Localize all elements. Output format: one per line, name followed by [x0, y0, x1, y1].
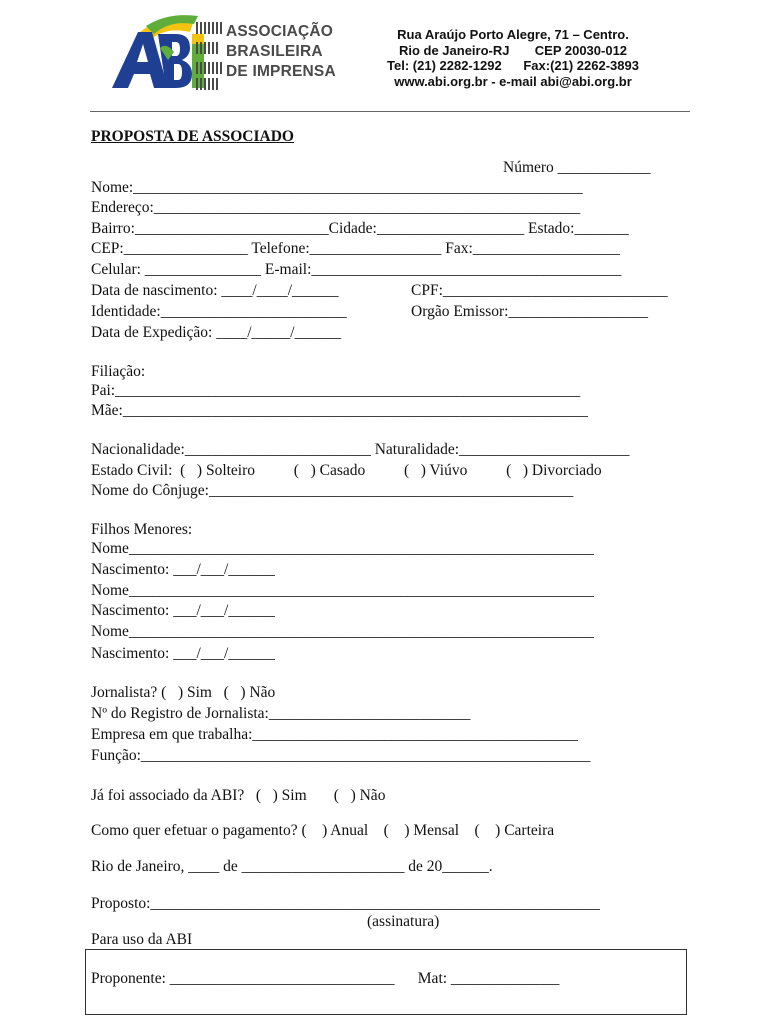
funcao-field[interactable]: Função:__________________________________________________________ — [91, 747, 591, 764]
proponente-mat-field[interactable]: Proponente: _____________________________ Mat: ______________ — [91, 970, 560, 987]
nacionalidade-field[interactable]: Nacionalidade:________________________ Naturalidade:______________________ — [91, 441, 630, 458]
filho-1-nome-field[interactable]: Nome____________________________________________________________ — [91, 540, 594, 557]
nascimento-field[interactable]: Data de nascimento: ____/____/______ — [91, 282, 339, 299]
numero-field[interactable]: Número ____________ — [503, 159, 651, 176]
filho-3-nascimento-field[interactable]: Nascimento: ___/___/______ — [91, 645, 275, 662]
logo-line-2: BRASILEIRA — [226, 43, 323, 60]
mae-field[interactable]: Mãe:____________________________________________________________ — [91, 402, 588, 419]
contact-web: www.abi.org.br - e-mail abi@abi.org.br — [394, 73, 632, 89]
filho-3-nome-field[interactable]: Nome____________________________________________________________ — [91, 623, 594, 640]
proposto-signature-field[interactable]: Proposto:__________________________________________________________ — [91, 895, 600, 912]
orgao-emissor-field[interactable]: Orgão Emissor:__________________ — [411, 303, 648, 320]
jornalista-options[interactable]: Jornalista? ( ) Sim ( ) Não — [91, 684, 276, 701]
ja-associado-options[interactable]: Já foi associado da ABI? ( ) Sim ( ) Não — [91, 787, 386, 804]
empresa-field[interactable]: Empresa em que trabalha:__________________________________________ — [91, 726, 578, 743]
filho-2-nome-field[interactable]: Nome____________________________________________________________ — [91, 582, 594, 599]
filho-2-nascimento-field[interactable]: Nascimento: ___/___/______ — [91, 602, 275, 619]
celular-email-field[interactable]: Celular: _______________ E-mail:________________________________________ — [91, 261, 622, 278]
pai-field[interactable]: Pai:____________________________________________________________ — [91, 382, 581, 399]
identidade-field[interactable]: Identidade:________________________ — [91, 303, 347, 320]
registro-jornalista-field[interactable]: Nº do Registro de Jornalista:__________________________ — [91, 705, 471, 722]
pagamento-options[interactable]: Como quer efetuar o pagamento? ( ) Anual ( ) Mensal ( ) Carteira — [91, 822, 555, 839]
bairro-cidade-estado-field[interactable]: Bairro:_________________________Cidade:___________________ Estado:_______ — [91, 220, 629, 237]
header-divider — [90, 111, 690, 112]
logo-line-1: ASSOCIAÇÃO — [226, 23, 334, 40]
filhos-label: Filhos Menores: — [91, 521, 193, 538]
filiacao-label: Filiação: — [91, 363, 146, 380]
nome-field[interactable]: Nome:__________________________________________________________ — [91, 179, 583, 196]
contact-block — [372, 27, 654, 89]
contact-address: Rua Araújo Porto Alegre, 71 – Centro. — [397, 27, 629, 42]
form-title: PROPOSTA DE ASSOCIADO — [91, 128, 294, 145]
contact-city-cep: Rio de Janeiro-RJ CEP 20030-012 — [398, 42, 628, 58]
uso-abi-label: Para uso da ABI — [91, 931, 193, 948]
filho-1-nascimento-field[interactable]: Nascimento: ___/___/______ — [91, 561, 275, 578]
endereco-field[interactable]: Endereço:_______________________________________________________ — [91, 199, 581, 216]
local-data-field[interactable]: Rio de Janeiro, ____ de _____________________ de 20______. — [91, 858, 493, 875]
expedicao-field[interactable]: Data de Expedição: ____/_____/______ — [91, 324, 342, 341]
logo-wordmark — [226, 22, 336, 82]
logo-line-3: DE IMPRENSA — [226, 63, 336, 80]
conjuge-field[interactable]: Nome do Cônjuge:_______________________________________________ — [91, 482, 574, 499]
contact-phones: Tel: (21) 2282-1292 Fax:(21) 2262-3893 — [387, 58, 639, 73]
cep-telefone-fax-field[interactable]: CEP:________________ Telefone:_________________ Fax:___________________ — [91, 240, 621, 257]
estado-civil-options[interactable]: Estado Civil: ( ) Solteiro ( ) Casado ( ) Viúvo ( ) Divorciado — [91, 462, 602, 479]
assinatura-label: (assinatura) — [367, 913, 440, 930]
cpf-field[interactable]: CPF:_____________________________ — [411, 282, 668, 299]
